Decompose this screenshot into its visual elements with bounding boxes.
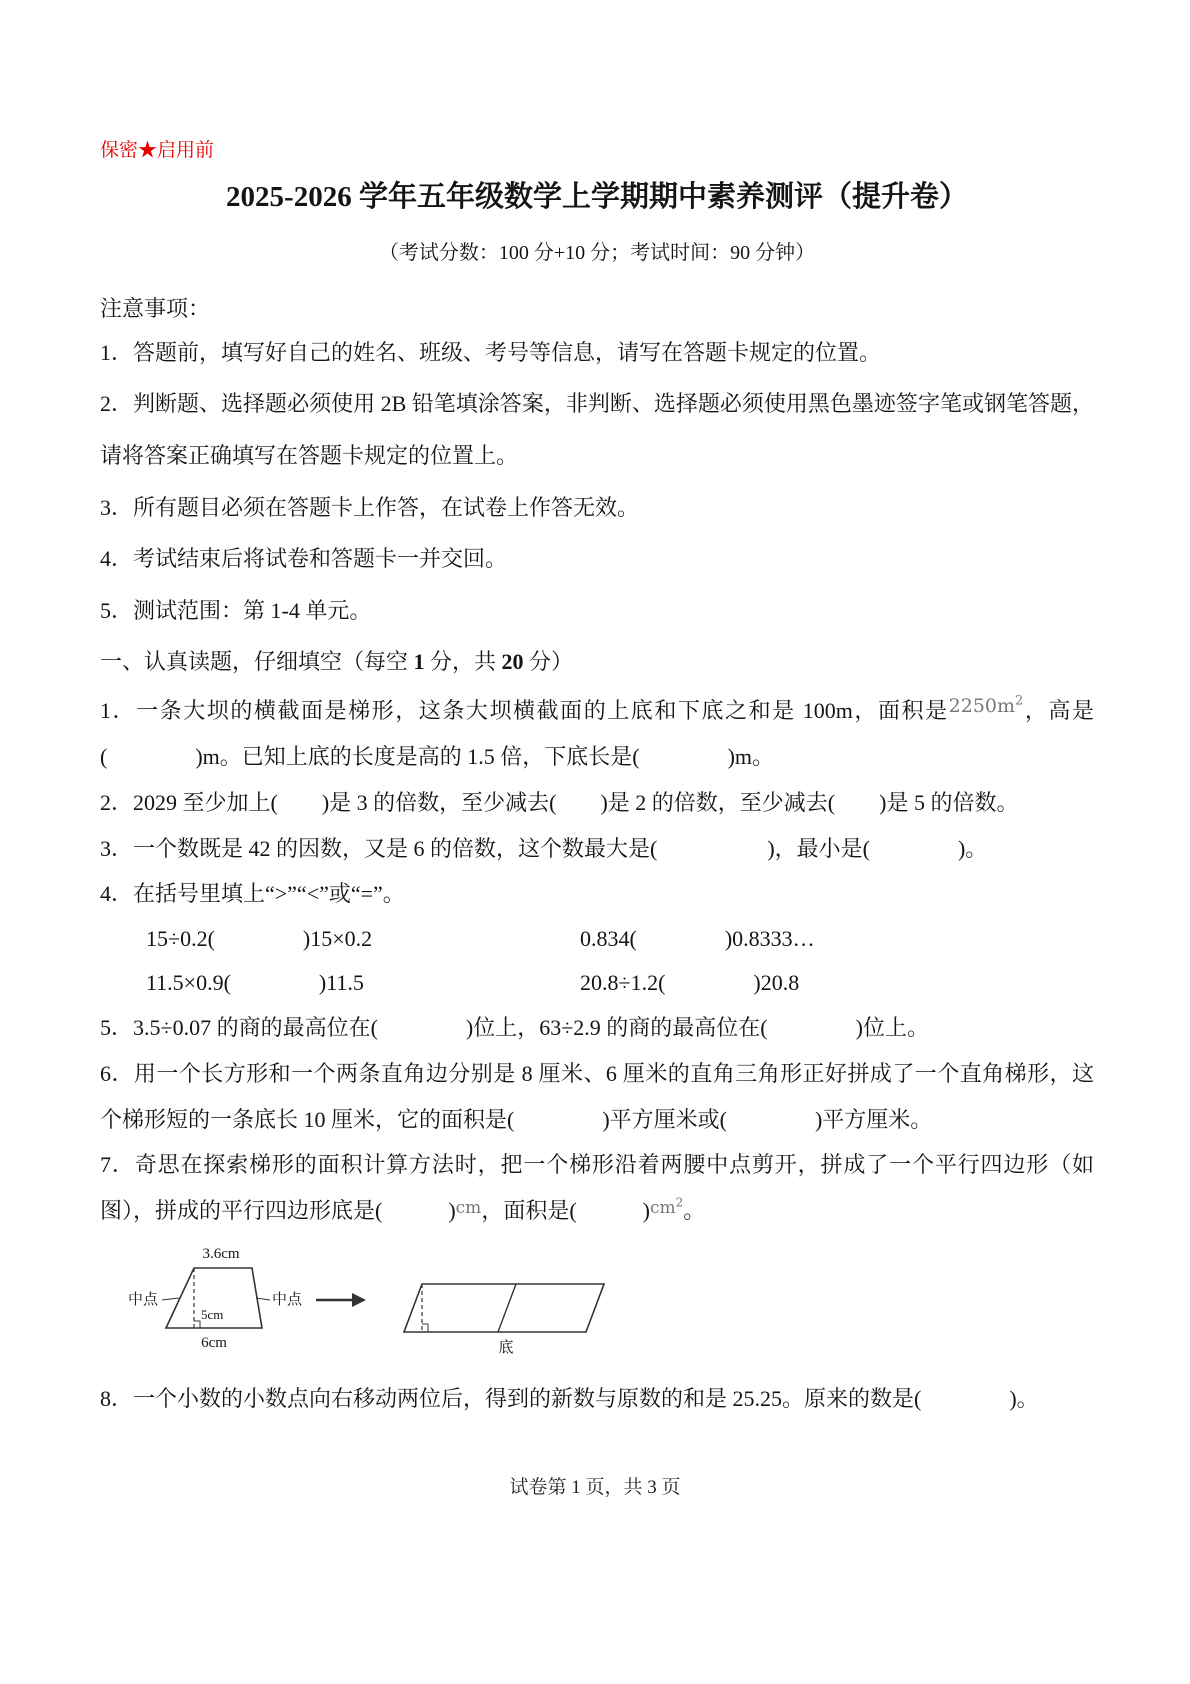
parallelogram-divider-line <box>498 1284 516 1332</box>
section-1-heading-suffix: 分） <box>523 648 574 674</box>
trapezoid-to-parallelogram-diagram <box>104 1244 684 1370</box>
notice-item-2: 2．判断题、选择题必须使用 2B 铅笔填涂答案，非判断、选择题必须使用黑色墨迹签字笔或钢笔答题，请将答案正确填写在答题卡规定的位置上。 <box>100 391 1094 469</box>
notice-item-1: 1．答题前，填写好自己的姓名、班级、考号等信息，请写在答题卡规定的位置。 <box>100 339 882 365</box>
notice-item-3: 3．所有题目必须在答题卡上作答，在试卷上作答无效。 <box>100 494 640 520</box>
question-1-text-a: 1．一条大坝的横截面是梯形，这条大坝横截面的上底和下底之和是 100m，面积是 <box>100 698 949 724</box>
question-4-item-3: 11.5×0.9( )11.5 <box>146 970 364 996</box>
trapezoid-right-midpoint-label: 中点 <box>272 1291 303 1308</box>
question-8: 8．一个小数的小数点向右移动两位后，得到的新数与原数的和是 25.25。原来的数是( )。 <box>100 1385 1039 1411</box>
question-7-figure <box>104 1244 1094 1370</box>
question-1 <box>100 687 1094 780</box>
parallelogram-shape <box>404 1284 604 1332</box>
parallelogram-right-angle-marker <box>422 1324 428 1332</box>
question-7-unit-cm2 <box>649 1195 684 1219</box>
trapezoid-bottom-label: 6cm <box>201 1334 227 1351</box>
question-7-text-a: 7．奇思在探索梯形的面积计算方法时，把一个梯形沿着两腰中点剪开，拼成了一个平行四边形（如图），拼成的平行四边形底是( ) <box>100 1152 1094 1224</box>
section-1-points-total: 20 <box>501 648 524 674</box>
section-1-points-each: 1 <box>413 648 425 674</box>
question-3: 3．一个数既是 42 的因数，又是 6 的倍数，这个数最大是( )，最小是( )。 <box>100 835 988 861</box>
section-1-heading <box>100 637 1094 688</box>
question-7 <box>100 1142 1094 1234</box>
question-1-text-b: ，高是( )m。已知上底的长度是高的 1.5 倍，下底长是( )m。 <box>100 698 1094 770</box>
question-4-item-1: 15÷0.2( )15×0.2 <box>146 926 373 952</box>
question-7-unit-cm2-exponent: 2 <box>675 1195 684 1210</box>
exam-subtitle: （考试分数：100 分+10 分；考试时间：90 分钟） <box>378 242 816 265</box>
question-7-text-b: ，面积是( ) <box>481 1198 650 1224</box>
left-midpoint-tick <box>162 1298 179 1300</box>
section-1-heading-prefix: 一、认真读题，仔细填空（每空 <box>100 648 414 674</box>
question-7-unit-cm2-base: cm <box>649 1198 676 1219</box>
right-midpoint-tick <box>256 1298 270 1300</box>
question-7-text-c: 。 <box>683 1198 706 1224</box>
secrecy-notice: 保密★启用前 <box>100 140 215 161</box>
question-4-item-4: 20.8÷1.2( )20.8 <box>580 970 800 996</box>
question-4-stem: 4．在括号里填上“>”“<”或“=”。 <box>100 881 405 907</box>
question-6: 6．用一个长方形和一个两条直角边分别是 8 厘米、6 厘米的直角三角形正好拼成了一个直角梯形，这个梯形短的一条底长 10 厘米，它的面积是( )平方厘米或( )平方厘米。 <box>100 1060 1094 1132</box>
question-1-area-value: 2250m <box>948 695 1016 718</box>
question-2: 2．2029 至少加上( )是 3 的倍数，至少减去( )是 2 的倍数，至少减去( )是 5 的倍数。 <box>100 789 1019 815</box>
section-1-heading-mid: 分，共 <box>424 648 502 674</box>
parallelogram-base-label: 底 <box>498 1339 514 1356</box>
page-title: 2025-2026 学年五年级数学上学期期中素养测评（提升卷） <box>226 180 968 213</box>
trapezoid-height-label: 5cm <box>201 1306 224 1322</box>
notice-item-5: 5．测试范围：第 1-4 单元。 <box>100 598 372 624</box>
notice-item-4: 4．考试结束后将试卷和答题卡一并交回。 <box>100 546 508 572</box>
question-7-unit-cm: cm <box>455 1198 482 1219</box>
question-1-area-exponent: 2 <box>1015 694 1024 710</box>
trapezoid-left-midpoint-label: 中点 <box>127 1291 158 1308</box>
question-4-item-2: 0.834( )0.8333… <box>580 926 815 952</box>
page-footer: 试卷第 1 页，共 3 页 <box>509 1477 681 1498</box>
trapezoid-right-angle-marker <box>194 1321 200 1328</box>
question-5: 5．3.5÷0.07 的商的最高位在( )位上，63÷2.9 的商的最高位在( )位上。 <box>100 1015 929 1041</box>
question-4-row-1 <box>100 917 1094 961</box>
trapezoid-top-label: 3.6cm <box>202 1245 240 1262</box>
question-1-area-formula <box>949 695 1024 717</box>
question-4-row-2 <box>100 961 1094 1005</box>
arrow-head <box>352 1293 366 1307</box>
notice-heading: 注意事项： <box>100 296 211 322</box>
